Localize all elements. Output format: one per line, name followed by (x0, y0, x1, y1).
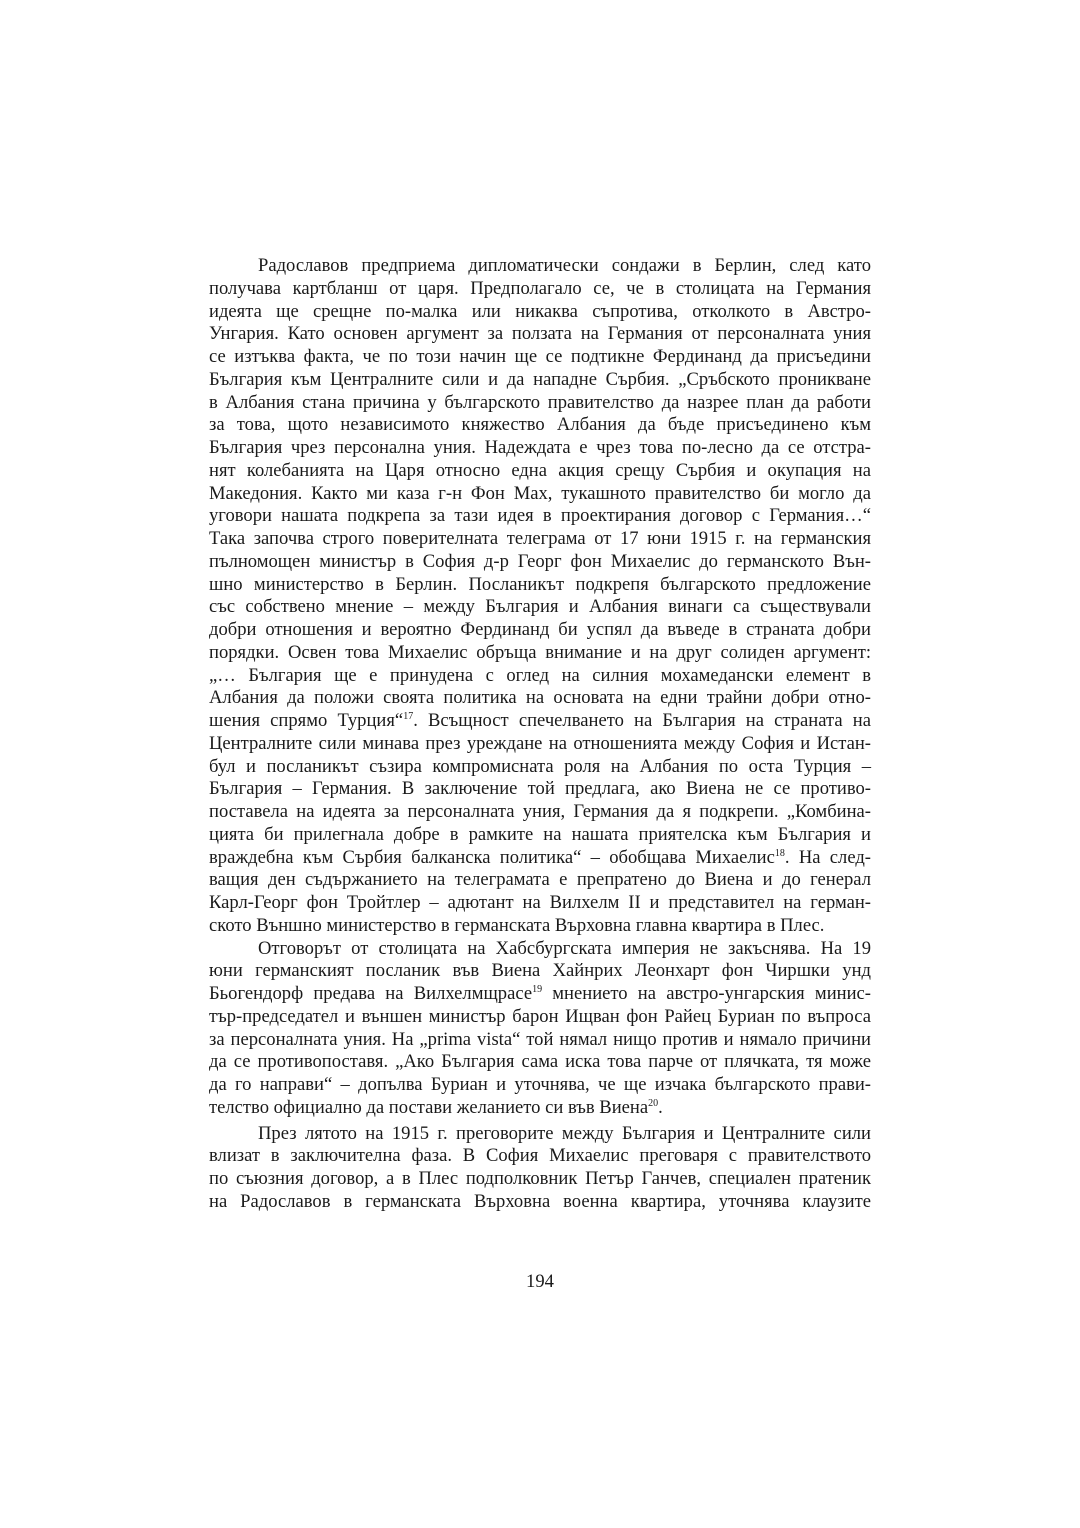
footnote-ref: 19 (532, 984, 543, 995)
footnote-ref: 17 (403, 711, 414, 722)
text-segment: враждебна към Сърбия балканска политика“ – обобщава Михаелис (209, 846, 775, 868)
text-line: Унгария. Като основен аргумент за ползата на Германия от персоналната уния (209, 323, 871, 345)
text-line: България към Централните сили и да нападне Сърбия. „Сръбското проникване (209, 368, 871, 390)
text-line: бул и посланикът съзира компромисната роля на Албания по оста Турция – (209, 755, 871, 777)
text-line: порядки. Освен това Михаелис обръща внимание и на друг солиден аргумент: (209, 641, 871, 663)
text-line: ващия ден съдържанието на телеграмата е препратено до Виена и до генерал (209, 869, 871, 891)
text-line: Така започва строго поверителната телеграма от 17 юни 1915 г. на германския (209, 528, 871, 549)
text-line (209, 983, 871, 1006)
text-line: Македония. Както ми каза г-н Фон Мах, тукашното правителство би могло да (209, 482, 871, 504)
text-line: да го направи“ – допълва Буриан и уточнява, че ще изчака българското прави- (209, 1074, 871, 1095)
text-line: шно министерство в Берлин. Посланикът подкрепя българското предложение (209, 573, 871, 595)
text-line: в Албания стана причина у българското правителство да назрее план да работи (209, 391, 871, 413)
text-line (209, 847, 871, 870)
text-line: Албания да положи своята политика на основата на едни трайни добри отно- (209, 687, 871, 709)
text-line: България чрез персонална уния. Надеждата е чрез това по-лесно да се отстра- (209, 437, 871, 458)
text-line: добри отношения и вероятно Фердинанд би успял да въведе в страната добри (209, 619, 871, 640)
text-line: на Радославов в германската Върховна военна квартира, уточнява клаузите (209, 1190, 871, 1212)
text-line: за персоналната уния. На „prima vista“ той нямал нищо против и нямало причини (209, 1028, 871, 1050)
text-line: със собствено мнение – между България и Албания винаги са съществували (209, 596, 871, 618)
text-segment: телство официално да постави желанието си във Виена (209, 1096, 649, 1118)
text-line: да се противопоставя. „Ако България сама иска това парче от плячката, тя може (209, 1051, 871, 1073)
footnote-ref: 20 (648, 1097, 659, 1109)
text-segment: шения спрямо Турция“ (209, 710, 404, 731)
text-line: тър-председател и външен министър барон Ищван фон Райец Буриан по въпроса (209, 1005, 871, 1027)
footnote-ref: 18 (774, 847, 785, 859)
paragraph-2 (209, 938, 871, 1120)
text-segment: мнението на австро-унгарския минис- (542, 983, 871, 1004)
text-line: пълномощен министър в София д-р Георг фон Михаелис до германското Вън- (209, 550, 871, 572)
text-line: цията би прилегнала добре в рамките на нашата приятелска към България и (209, 823, 871, 845)
text-line: по съюзния договор, а в Плес подполковник Петър Ганчев, специален пратеник (209, 1168, 871, 1189)
text-line: Централните сили минава през уреждане на отношенията между София и Истан- (209, 732, 871, 754)
page-number: 194 (526, 1271, 554, 1292)
text-line: уговори нашата подкрепа за тази идея в проектирания договор с Германия…“ (209, 505, 871, 527)
text-line: получава картбланш от царя. Предполагало се, че в столицата на Германия (209, 277, 871, 299)
text-line: поставела на идеята за персоналната уния, Германия да я подкрепи. „Комбина- (209, 801, 871, 822)
text-line: за това, щото независимото княжество Албания да бъде присъединено към (209, 414, 871, 436)
text-line: През лятото на 1915 г. преговорите между България и Централните сили (258, 1122, 871, 1144)
text-segment: . На след- (784, 846, 871, 868)
text-line: юни германският посланик във Виена Хайнрих Леонхарт фон Чиршки унд (209, 960, 871, 982)
paragraph-1 (209, 255, 871, 938)
text-segment: Бьогендорф предава на Вилхелмщрасе (209, 983, 533, 1004)
text-line: България – Германия. В заключение той предлага, ако Виена не се противо- (209, 778, 871, 800)
text-line: идеята ще срещне по-малка или никаква съпротива, отколкото в Австро- (209, 300, 871, 322)
text-line: нят колебанията на Царя относно една акция срещу Сърбия и окупация на (209, 459, 871, 481)
text-line (209, 710, 871, 733)
text-line: Карл-Георг фон Тройтлер – адютант на Вилхелм II и представител на герман- (209, 892, 871, 913)
text-line (209, 1097, 871, 1120)
text-segment: . Всъщност спечелването на България на страната на (413, 710, 871, 731)
text-line: ското Външно министерство в германската Върховна главна квартира в Плес. (209, 914, 825, 936)
text-line: Радославов предприема дипломатически сондажи в Берлин, след като (258, 255, 871, 276)
text-segment: . (658, 1096, 663, 1118)
text-line: влизат в заключителна фаза. В София Михаелис преговаря с правителството (209, 1145, 871, 1167)
text-line: „… България ще е принудена с оглед на силния мохамедански елемент в (209, 664, 871, 686)
text-line: Отговорът от столицата на Хабсбургската империя не закъснява. На 19 (258, 937, 871, 959)
text-line: се изтъква факта, че по този начин ще се подтикне Фердинанд да присъедини (209, 346, 871, 367)
paragraph-3 (209, 1123, 871, 1214)
body-text (209, 255, 871, 1214)
